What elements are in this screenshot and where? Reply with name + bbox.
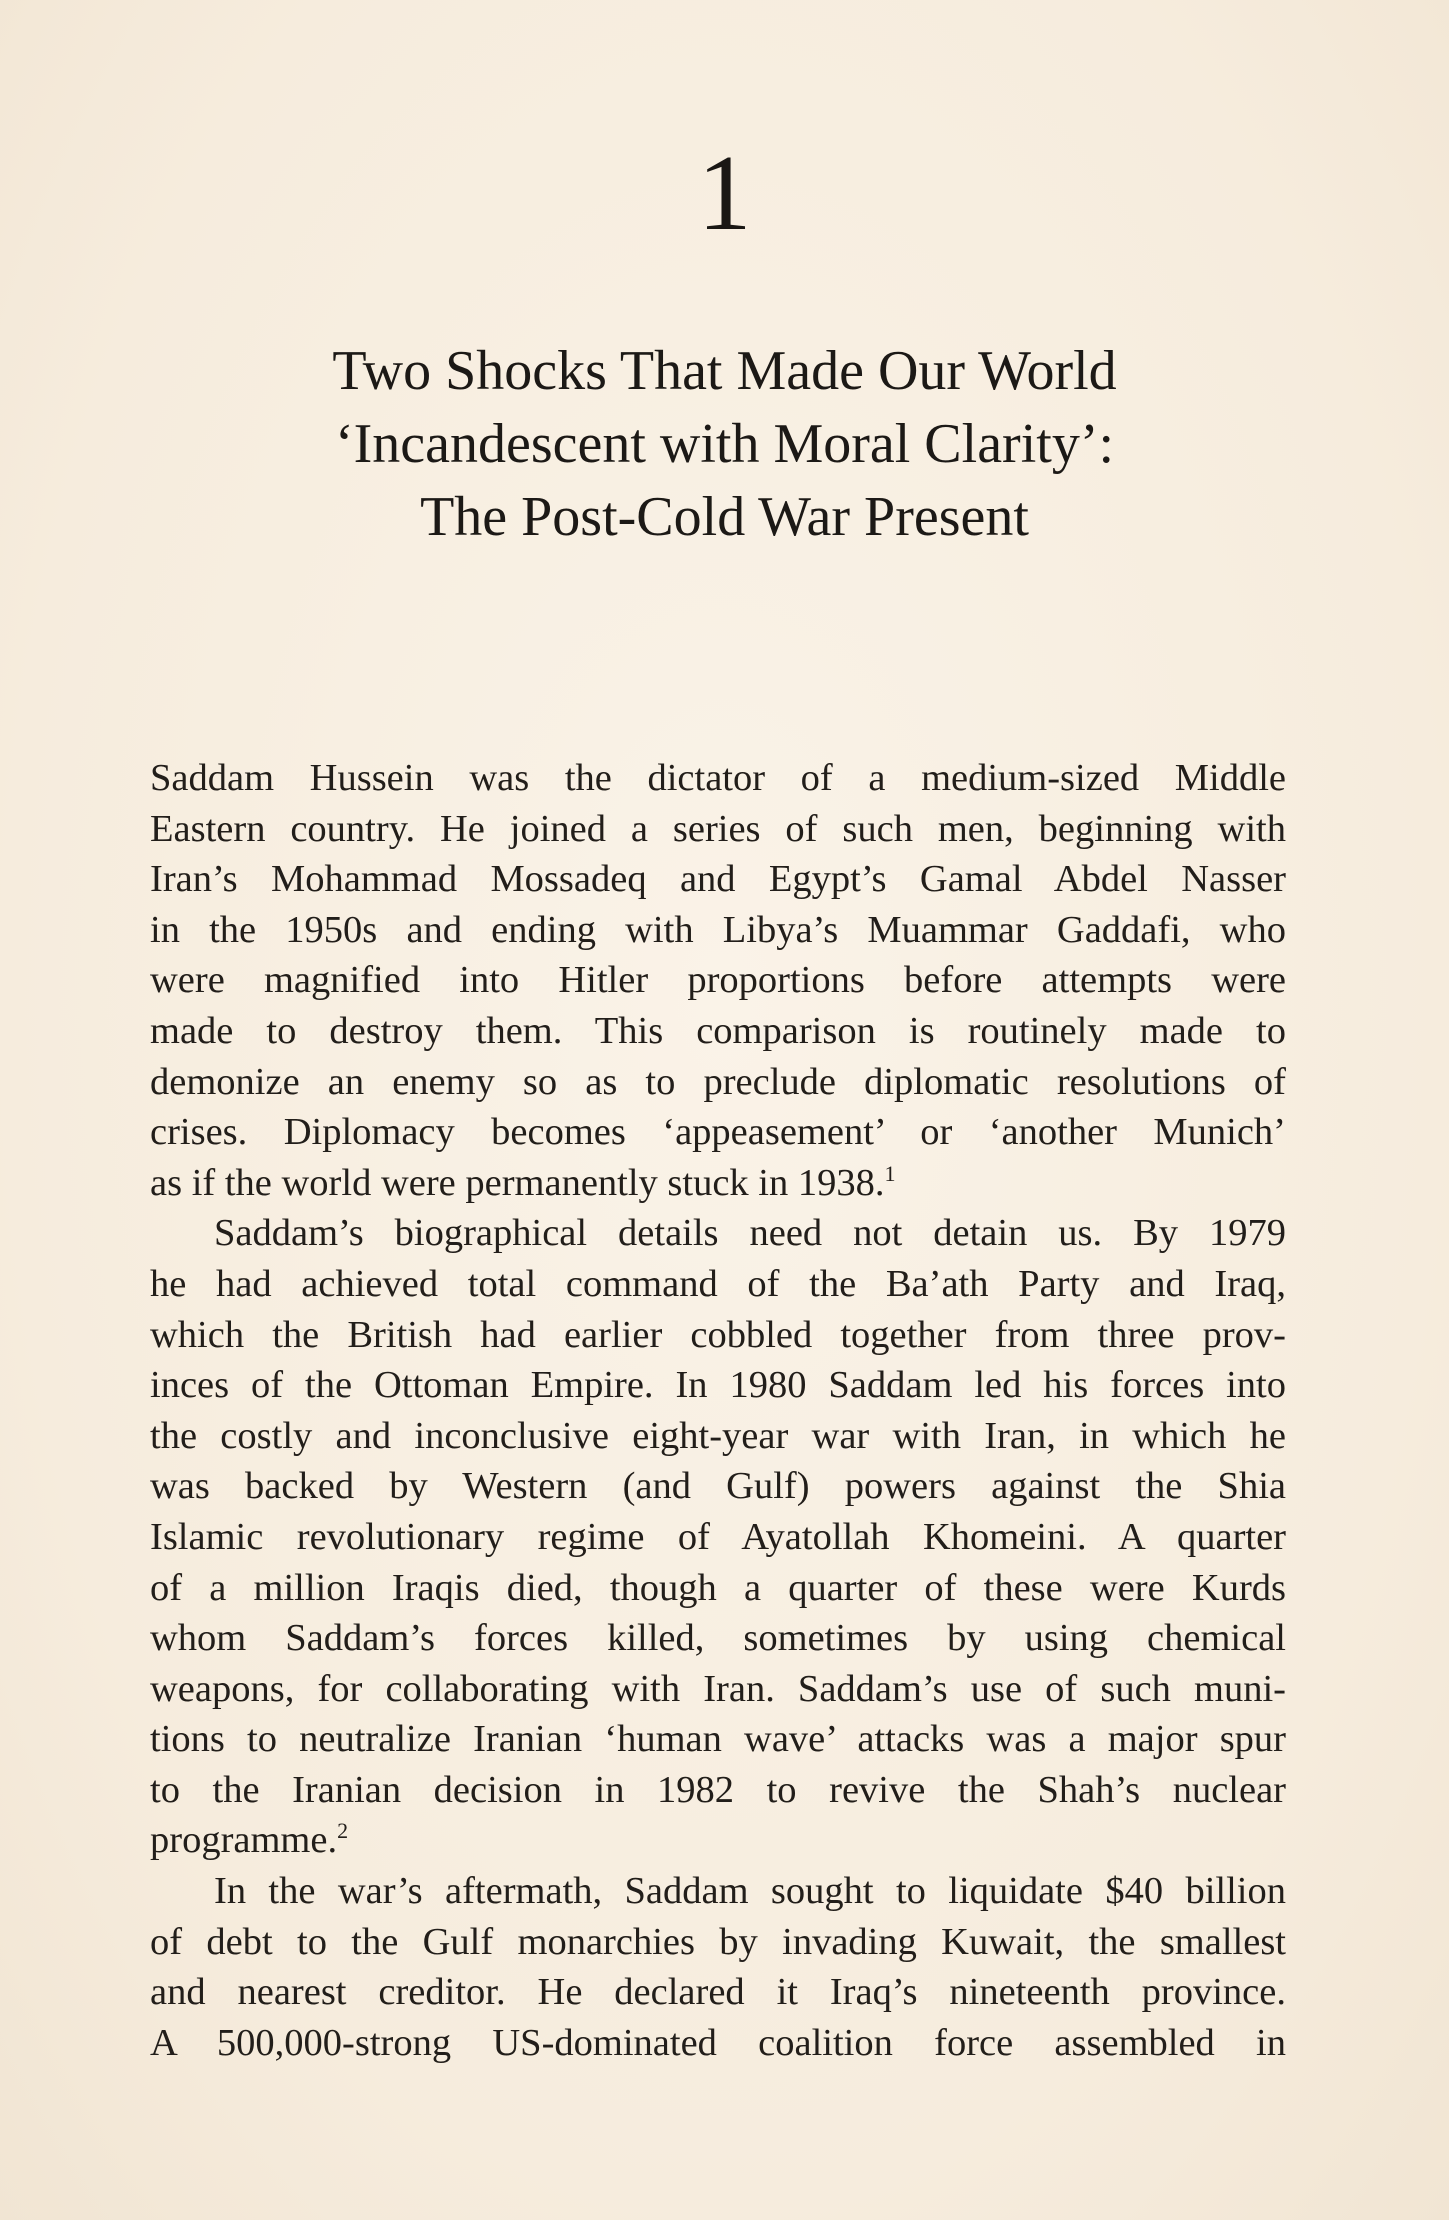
text-line: made to destroy them. This comparison is routinely made to xyxy=(150,1009,1286,1052)
text-line: whom Saddam’s forces killed, sometimes by using chemical xyxy=(150,1617,1286,1660)
text-line: Saddam’s biographical details need not detain us. By 1979 xyxy=(214,1212,1286,1255)
text-line: which the British had earlier cobbled together from three prov- xyxy=(150,1313,1286,1356)
chapter-title-line: Two Shocks That Made Our World xyxy=(332,340,1117,402)
text-line: demonize an enemy so as to preclude diplomatic resolutions of xyxy=(150,1060,1286,1103)
text-line: weapons, for collaborating with Iran. Saddam’s use of such muni- xyxy=(150,1667,1286,1710)
text-line: tions to neutralize Iranian ‘human wave’ attacks was a major spur xyxy=(150,1718,1286,1761)
text-line-content: programme. xyxy=(150,1819,338,1862)
text-line-content: as if the world were permanently stuck in 1938. xyxy=(150,1161,885,1204)
chapter-title xyxy=(150,335,1299,554)
text-line: Saddam Hussein was the dictator of a medium-sized Middle xyxy=(150,757,1286,799)
text-line: and nearest creditor. He declared it Iraq’s nineteenth province. xyxy=(150,1971,1286,2014)
text-line: to the Iranian decision in 1982 to revive the Shah’s nuclear xyxy=(150,1768,1286,1811)
footnote-ref[interactable]: 2 xyxy=(337,1818,349,1844)
text-line: of debt to the Gulf monarchies by invading Kuwait, the smallest xyxy=(150,1920,1286,1963)
text-line: A 500,000-strong US-dominated coalition force assembled in xyxy=(150,2021,1286,2064)
text-line: In the war’s aftermath, Saddam sought to liquidate $40 billion xyxy=(214,1870,1286,1913)
chapter-number: 1 xyxy=(697,134,752,253)
text-line: the costly and inconclusive eight-year war with Iran, in which he xyxy=(150,1414,1286,1457)
text-line: Eastern country. He joined a series of such men, beginning with xyxy=(150,807,1286,850)
text-line: were magnified into Hitler proportions before attempts were xyxy=(150,959,1286,1002)
footnote-ref[interactable]: 1 xyxy=(884,1160,896,1186)
chapter-title-line: The Post-Cold War Present xyxy=(420,486,1029,548)
text-line: he had achieved total command of the Ba’ath Party and Iraq, xyxy=(150,1262,1286,1305)
text-line: of a million Iraqis died, though a quarter of these were Kurds xyxy=(150,1566,1286,1609)
text-line: Iran’s Mohammad Mossadeq and Egypt’s Gamal Abdel Nasser xyxy=(150,858,1286,901)
text-line: inces of the Ottoman Empire. In 1980 Saddam led his forces into xyxy=(150,1364,1286,1407)
text-line xyxy=(150,1815,1286,1866)
text-line: in the 1950s and ending with Libya’s Muammar Gaddafi, who xyxy=(150,908,1286,951)
body-text xyxy=(150,753,1286,2068)
text-line: Islamic revolutionary regime of Ayatollah Khomeini. A quarter xyxy=(150,1515,1286,1558)
text-line: crises. Diplomacy becomes ‘appeasement’ or ‘another Munich’ xyxy=(150,1111,1286,1154)
text-line: was backed by Western (and Gulf) powers against the Shia xyxy=(150,1465,1286,1508)
text-line xyxy=(150,1158,1286,1209)
chapter-title-line: ‘Incandescent with Moral Clarity’: xyxy=(334,413,1115,475)
